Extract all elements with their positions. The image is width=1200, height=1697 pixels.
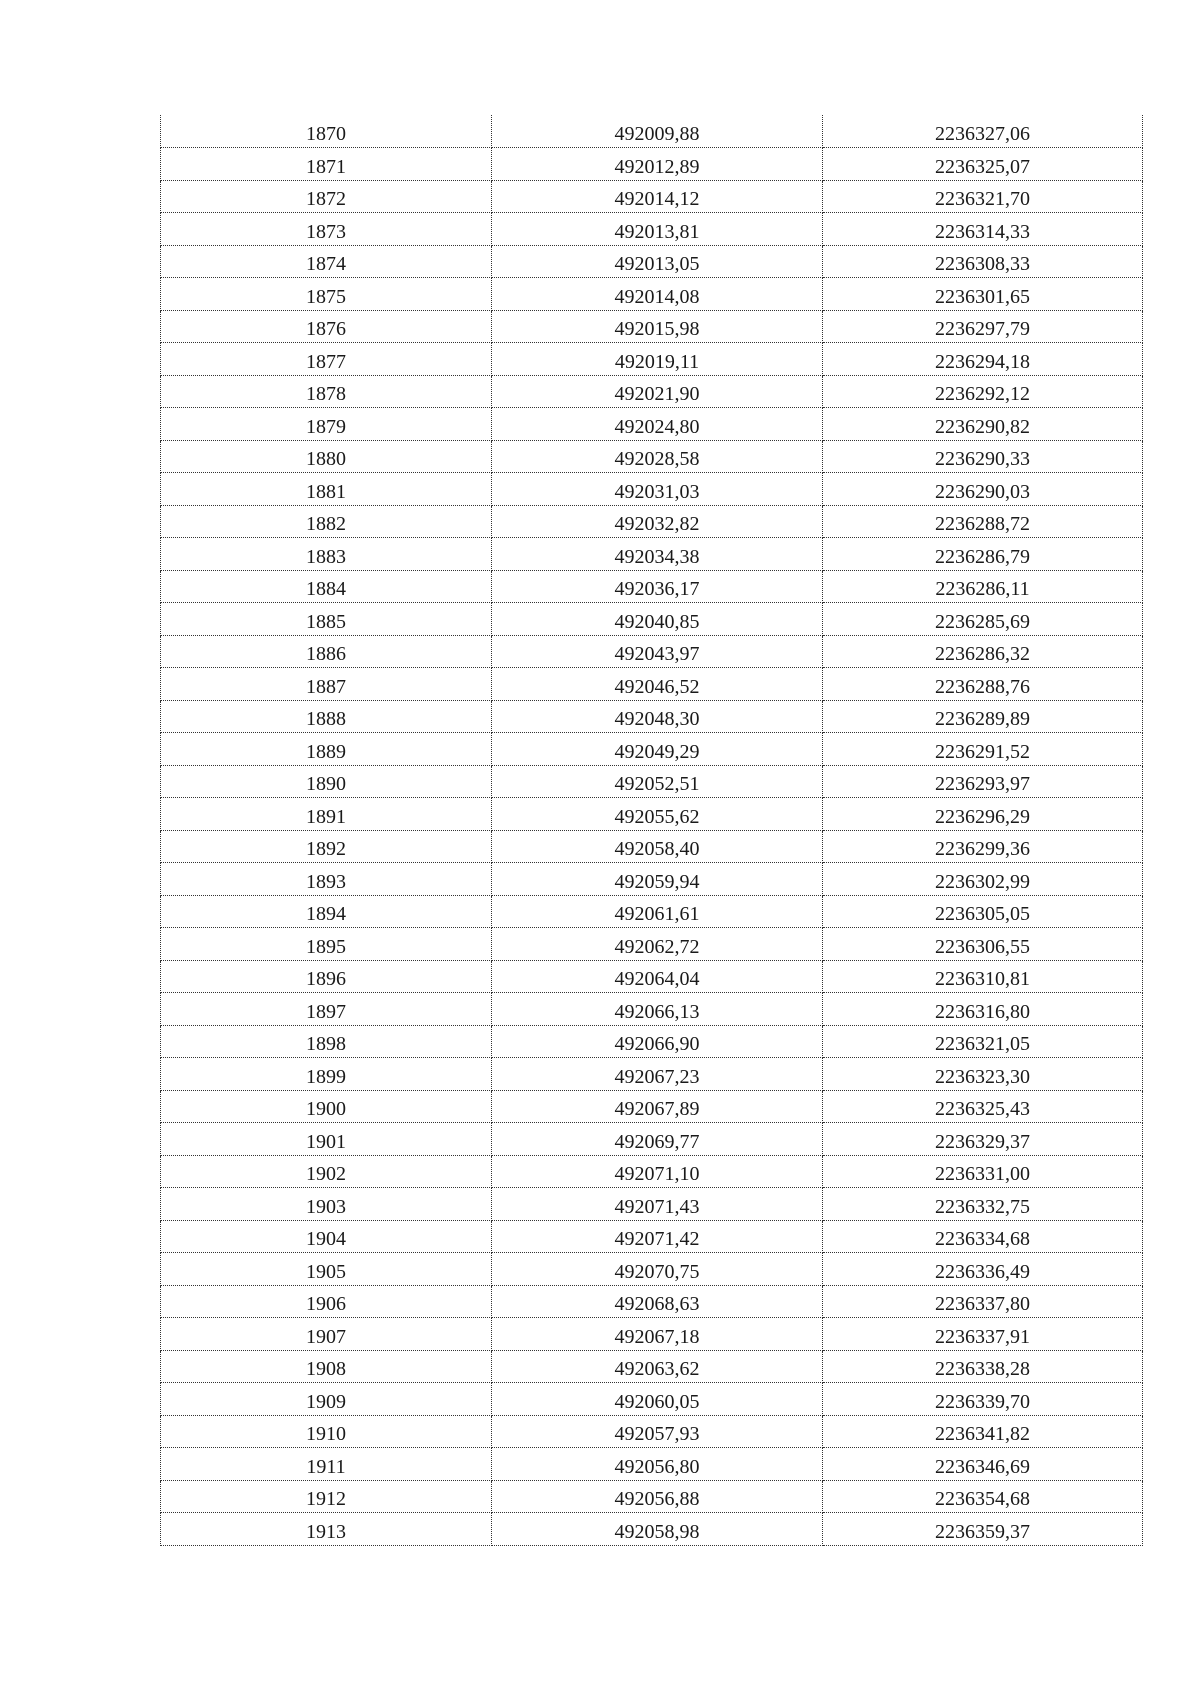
point-number-cell: 1896	[161, 960, 492, 993]
x-coordinate-cell: 492061,61	[492, 895, 823, 928]
point-number-cell: 1880	[161, 440, 492, 473]
y-coordinate-cell: 2236334,68	[823, 1220, 1143, 1253]
table-row	[161, 603, 1143, 636]
point-number-cell: 1884	[161, 570, 492, 603]
table-row	[161, 1220, 1143, 1253]
point-number-cell: 1890	[161, 765, 492, 798]
point-number-cell: 1871	[161, 148, 492, 181]
y-coordinate-cell: 2236316,80	[823, 993, 1143, 1026]
table-row	[161, 538, 1143, 571]
table-row	[161, 1058, 1143, 1091]
x-coordinate-cell: 492031,03	[492, 473, 823, 506]
y-coordinate-cell: 2236325,07	[823, 148, 1143, 181]
point-number-cell: 1886	[161, 635, 492, 668]
x-coordinate-cell: 492055,62	[492, 798, 823, 831]
table-row	[161, 245, 1143, 278]
y-coordinate-cell: 2236291,52	[823, 733, 1143, 766]
y-coordinate-cell: 2236294,18	[823, 343, 1143, 376]
table-row	[161, 1253, 1143, 1286]
x-coordinate-cell: 492015,98	[492, 310, 823, 343]
point-number-cell: 1876	[161, 310, 492, 343]
table-row	[161, 1025, 1143, 1058]
x-coordinate-cell: 492066,13	[492, 993, 823, 1026]
point-number-cell: 1901	[161, 1123, 492, 1156]
y-coordinate-cell: 2236354,68	[823, 1480, 1143, 1513]
x-coordinate-cell: 492048,30	[492, 700, 823, 733]
point-number-cell: 1904	[161, 1220, 492, 1253]
y-coordinate-cell: 2236308,33	[823, 245, 1143, 278]
point-number-cell: 1910	[161, 1415, 492, 1448]
table-row	[161, 1415, 1143, 1448]
x-coordinate-cell: 492043,97	[492, 635, 823, 668]
x-coordinate-cell: 492034,38	[492, 538, 823, 571]
x-coordinate-cell: 492009,88	[492, 115, 823, 148]
point-number-cell: 1892	[161, 830, 492, 863]
y-coordinate-cell: 2236290,03	[823, 473, 1143, 506]
point-number-cell: 1912	[161, 1480, 492, 1513]
y-coordinate-cell: 2236286,79	[823, 538, 1143, 571]
point-number-cell: 1909	[161, 1383, 492, 1416]
y-coordinate-cell: 2236332,75	[823, 1188, 1143, 1221]
y-coordinate-cell: 2236288,76	[823, 668, 1143, 701]
x-coordinate-cell: 492071,43	[492, 1188, 823, 1221]
table-row	[161, 895, 1143, 928]
x-coordinate-cell: 492059,94	[492, 863, 823, 896]
point-number-cell: 1898	[161, 1025, 492, 1058]
table-row	[161, 310, 1143, 343]
table-row	[161, 148, 1143, 181]
point-number-cell: 1899	[161, 1058, 492, 1091]
coordinates-table-body	[161, 115, 1143, 1545]
y-coordinate-cell: 2236321,05	[823, 1025, 1143, 1058]
y-coordinate-cell: 2236314,33	[823, 213, 1143, 246]
point-number-cell: 1911	[161, 1448, 492, 1481]
table-row	[161, 960, 1143, 993]
table-row	[161, 1285, 1143, 1318]
table-row	[161, 765, 1143, 798]
x-coordinate-cell: 492071,42	[492, 1220, 823, 1253]
table-row	[161, 278, 1143, 311]
x-coordinate-cell: 492058,98	[492, 1513, 823, 1546]
y-coordinate-cell: 2236341,82	[823, 1415, 1143, 1448]
point-number-cell: 1887	[161, 668, 492, 701]
y-coordinate-cell: 2236339,70	[823, 1383, 1143, 1416]
y-coordinate-cell: 2236297,79	[823, 310, 1143, 343]
table-row	[161, 440, 1143, 473]
table-row	[161, 473, 1143, 506]
table-row	[161, 1513, 1143, 1546]
point-number-cell: 1913	[161, 1513, 492, 1546]
x-coordinate-cell: 492067,18	[492, 1318, 823, 1351]
y-coordinate-cell: 2236305,05	[823, 895, 1143, 928]
table-row	[161, 180, 1143, 213]
table-row	[161, 700, 1143, 733]
point-number-cell: 1888	[161, 700, 492, 733]
table-row	[161, 343, 1143, 376]
point-number-cell: 1882	[161, 505, 492, 538]
point-number-cell: 1905	[161, 1253, 492, 1286]
point-number-cell: 1902	[161, 1155, 492, 1188]
point-number-cell: 1897	[161, 993, 492, 1026]
point-number-cell: 1891	[161, 798, 492, 831]
y-coordinate-cell: 2236301,65	[823, 278, 1143, 311]
x-coordinate-cell: 492058,40	[492, 830, 823, 863]
x-coordinate-cell: 492046,52	[492, 668, 823, 701]
table-row	[161, 928, 1143, 961]
y-coordinate-cell: 2236325,43	[823, 1090, 1143, 1123]
table-row	[161, 408, 1143, 441]
y-coordinate-cell: 2236285,69	[823, 603, 1143, 636]
y-coordinate-cell: 2236293,97	[823, 765, 1143, 798]
y-coordinate-cell: 2236336,49	[823, 1253, 1143, 1286]
point-number-cell: 1908	[161, 1350, 492, 1383]
y-coordinate-cell: 2236296,29	[823, 798, 1143, 831]
point-number-cell: 1900	[161, 1090, 492, 1123]
y-coordinate-cell: 2236306,55	[823, 928, 1143, 961]
table-row	[161, 375, 1143, 408]
point-number-cell: 1870	[161, 115, 492, 148]
y-coordinate-cell: 2236290,82	[823, 408, 1143, 441]
x-coordinate-cell: 492052,51	[492, 765, 823, 798]
table-row	[161, 115, 1143, 148]
point-number-cell: 1881	[161, 473, 492, 506]
x-coordinate-cell: 492063,62	[492, 1350, 823, 1383]
table-row	[161, 1123, 1143, 1156]
y-coordinate-cell: 2236327,06	[823, 115, 1143, 148]
point-number-cell: 1885	[161, 603, 492, 636]
point-number-cell: 1877	[161, 343, 492, 376]
x-coordinate-cell: 492056,80	[492, 1448, 823, 1481]
x-coordinate-cell: 492056,88	[492, 1480, 823, 1513]
x-coordinate-cell: 492069,77	[492, 1123, 823, 1156]
coordinates-table	[160, 115, 1143, 1546]
y-coordinate-cell: 2236292,12	[823, 375, 1143, 408]
x-coordinate-cell: 492013,05	[492, 245, 823, 278]
x-coordinate-cell: 492067,23	[492, 1058, 823, 1091]
table-row	[161, 993, 1143, 1026]
x-coordinate-cell: 492062,72	[492, 928, 823, 961]
point-number-cell: 1903	[161, 1188, 492, 1221]
table-row	[161, 1155, 1143, 1188]
x-coordinate-cell: 492014,12	[492, 180, 823, 213]
point-number-cell: 1907	[161, 1318, 492, 1351]
table-row	[161, 570, 1143, 603]
point-number-cell: 1873	[161, 213, 492, 246]
point-number-cell: 1879	[161, 408, 492, 441]
x-coordinate-cell: 492012,89	[492, 148, 823, 181]
point-number-cell: 1894	[161, 895, 492, 928]
x-coordinate-cell: 492071,10	[492, 1155, 823, 1188]
point-number-cell: 1878	[161, 375, 492, 408]
y-coordinate-cell: 2236286,32	[823, 635, 1143, 668]
y-coordinate-cell: 2236286,11	[823, 570, 1143, 603]
x-coordinate-cell: 492024,80	[492, 408, 823, 441]
x-coordinate-cell: 492036,17	[492, 570, 823, 603]
y-coordinate-cell: 2236289,89	[823, 700, 1143, 733]
x-coordinate-cell: 492040,85	[492, 603, 823, 636]
table-row	[161, 668, 1143, 701]
x-coordinate-cell: 492067,89	[492, 1090, 823, 1123]
y-coordinate-cell: 2236288,72	[823, 505, 1143, 538]
x-coordinate-cell: 492014,08	[492, 278, 823, 311]
x-coordinate-cell: 492013,81	[492, 213, 823, 246]
x-coordinate-cell: 492032,82	[492, 505, 823, 538]
y-coordinate-cell: 2236329,37	[823, 1123, 1143, 1156]
table-row	[161, 733, 1143, 766]
x-coordinate-cell: 492060,05	[492, 1383, 823, 1416]
y-coordinate-cell: 2236338,28	[823, 1350, 1143, 1383]
y-coordinate-cell: 2236321,70	[823, 180, 1143, 213]
table-row	[161, 1188, 1143, 1221]
point-number-cell: 1875	[161, 278, 492, 311]
table-row	[161, 830, 1143, 863]
x-coordinate-cell: 492064,04	[492, 960, 823, 993]
table-row	[161, 635, 1143, 668]
table-row	[161, 863, 1143, 896]
point-number-cell: 1883	[161, 538, 492, 571]
x-coordinate-cell: 492070,75	[492, 1253, 823, 1286]
table-row	[161, 798, 1143, 831]
point-number-cell: 1874	[161, 245, 492, 278]
table-row	[161, 1383, 1143, 1416]
x-coordinate-cell: 492057,93	[492, 1415, 823, 1448]
x-coordinate-cell: 492019,11	[492, 343, 823, 376]
point-number-cell: 1872	[161, 180, 492, 213]
point-number-cell: 1906	[161, 1285, 492, 1318]
x-coordinate-cell: 492028,58	[492, 440, 823, 473]
table-row	[161, 505, 1143, 538]
x-coordinate-cell: 492049,29	[492, 733, 823, 766]
y-coordinate-cell: 2236302,99	[823, 863, 1143, 896]
x-coordinate-cell: 492068,63	[492, 1285, 823, 1318]
point-number-cell: 1889	[161, 733, 492, 766]
y-coordinate-cell: 2236337,80	[823, 1285, 1143, 1318]
y-coordinate-cell: 2236331,00	[823, 1155, 1143, 1188]
table-row	[161, 1448, 1143, 1481]
y-coordinate-cell: 2236359,37	[823, 1513, 1143, 1546]
y-coordinate-cell: 2236310,81	[823, 960, 1143, 993]
y-coordinate-cell: 2236323,30	[823, 1058, 1143, 1091]
table-row	[161, 1318, 1143, 1351]
y-coordinate-cell: 2236299,36	[823, 830, 1143, 863]
table-row	[161, 213, 1143, 246]
point-number-cell: 1895	[161, 928, 492, 961]
x-coordinate-cell: 492021,90	[492, 375, 823, 408]
x-coordinate-cell: 492066,90	[492, 1025, 823, 1058]
y-coordinate-cell: 2236337,91	[823, 1318, 1143, 1351]
y-coordinate-cell: 2236346,69	[823, 1448, 1143, 1481]
table-row	[161, 1480, 1143, 1513]
point-number-cell: 1893	[161, 863, 492, 896]
table-row	[161, 1350, 1143, 1383]
table-row	[161, 1090, 1143, 1123]
y-coordinate-cell: 2236290,33	[823, 440, 1143, 473]
